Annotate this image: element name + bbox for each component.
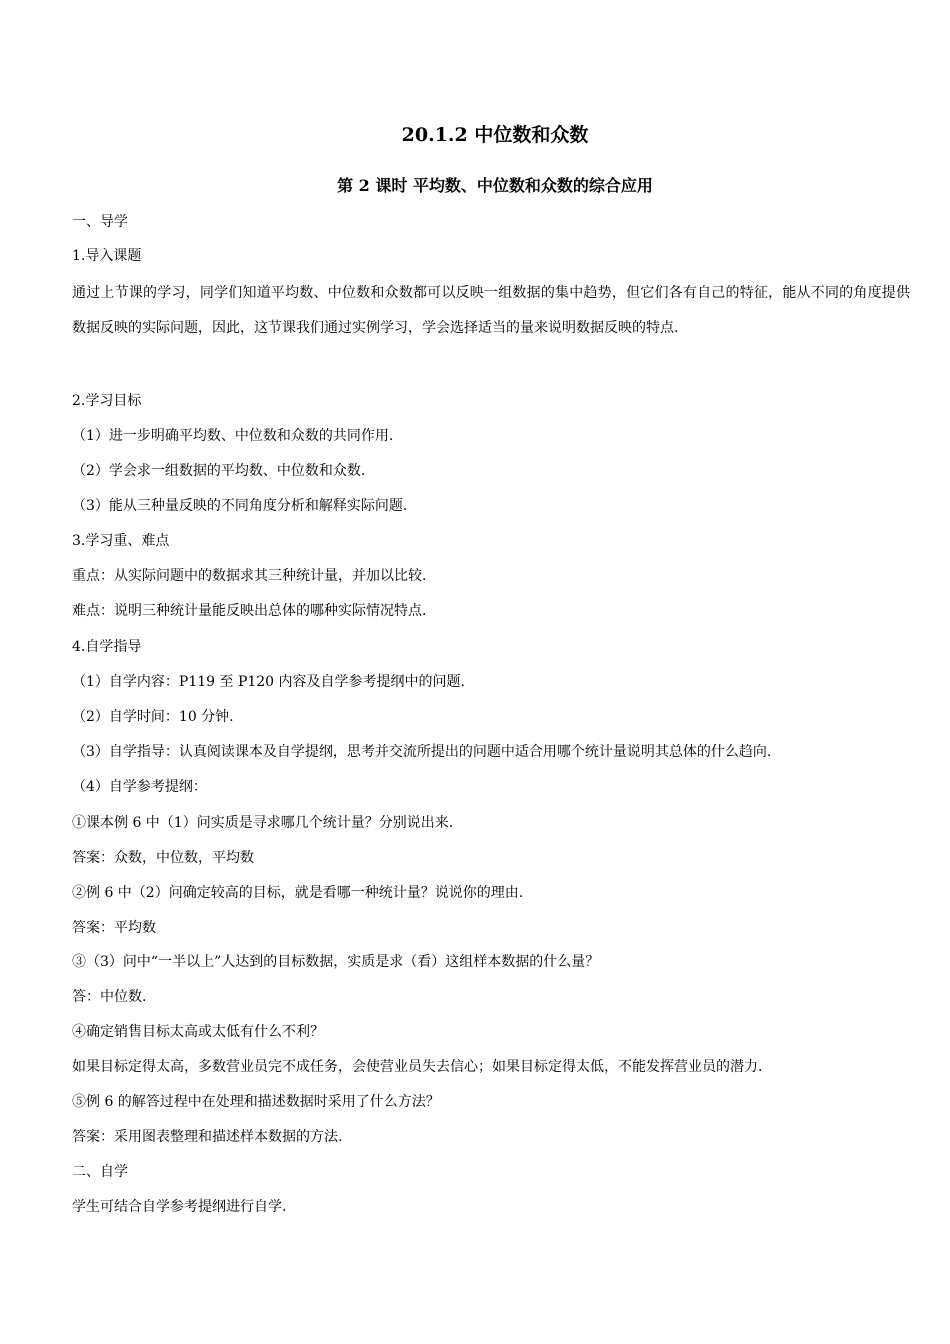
focus-key-point: 重点：从实际问题中的数据求其三种统计量，并加以比较. bbox=[72, 568, 427, 584]
outline-answer-3: 答：中位数. bbox=[72, 989, 147, 1005]
section-heading-self-study: 二、自学 bbox=[72, 1164, 128, 1180]
self-study-text: 学生可结合自学参考提纲进行自学. bbox=[72, 1199, 287, 1215]
intro-paragraph: 通过上节课的学习，同学们知道平均数、中位数和众数都可以反映一组数据的集中趋势，但它们各有自己的特征，能从不同的角度提供数据反映的实际问题，因此，这节课我们通过实例学习，学会选择适当的量来说明数据反映的特点. bbox=[72, 285, 910, 336]
outline-answer-5: 答案：采用图表整理和描述样本数据的方法. bbox=[72, 1129, 343, 1145]
outline-answer-1: 答案：众数，中位数，平均数 bbox=[72, 850, 254, 866]
outline-heading: （4）自学参考提纲： bbox=[72, 779, 207, 795]
outline-question-5: ⑤例 6 的解答过程中在处理和描述数据时采用了什么方法？ bbox=[72, 1094, 440, 1110]
section-heading-guide: 一、导学 bbox=[72, 214, 128, 230]
outline-answer-2: 答案：平均数 bbox=[72, 920, 156, 936]
outline-question-4: ④确定销售目标太高或太低有什么不利？ bbox=[72, 1024, 324, 1040]
outline-question-1: ①课本例 6 中（1）问实质是寻求哪几个统计量？分别说出来. bbox=[72, 815, 454, 831]
page-subtitle: 第 2 课时 平均数、中位数和众数的综合应用 bbox=[337, 176, 653, 195]
outline-question-3: ③（3）问中“一半以上”人达到的目标数据，实质是求（看）这组样本数据的什么量？ bbox=[72, 954, 600, 970]
guide-content: （1）自学内容：P119 至 P120 内容及自学参考提纲中的问题. bbox=[72, 674, 465, 690]
goal-item-3: （3）能从三种量反映的不同角度分析和解释实际问题. bbox=[72, 498, 408, 514]
page-title: 20.1.2 中位数和众数 bbox=[401, 124, 589, 146]
guide-time: （2）自学时间：10 分钟. bbox=[72, 709, 234, 725]
goal-item-2: （2）学会求一组数据的平均数、中位数和众数. bbox=[72, 463, 366, 479]
outline-answer-4: 如果目标定得太高，多数营业员完不成任务，会使营业员失去信心；如果目标定得太低，不能发挥营业员的潜力. bbox=[72, 1059, 763, 1075]
focus-heading: 3.学习重、难点 bbox=[72, 533, 170, 549]
outline-question-2: ②例 6 中（2）问确定较高的目标，就是看哪一种统计量？说说你的理由. bbox=[72, 885, 524, 901]
focus-difficulty: 难点：说明三种统计量能反映出总体的哪种实际情况特点. bbox=[72, 603, 427, 619]
goals-heading: 2.学习目标 bbox=[72, 393, 142, 409]
goal-item-1: （1）进一步明确平均数、中位数和众数的共同作用. bbox=[72, 428, 394, 444]
guide-instruction: （3）自学指导：认真阅读课本及自学提纲，思考并交流所提出的问题中适合用哪个统计量说明其总体的什么趋向. bbox=[72, 744, 772, 760]
guide-heading: 4.自学指导 bbox=[72, 639, 142, 655]
intro-heading: 1.导入课题 bbox=[72, 248, 142, 264]
